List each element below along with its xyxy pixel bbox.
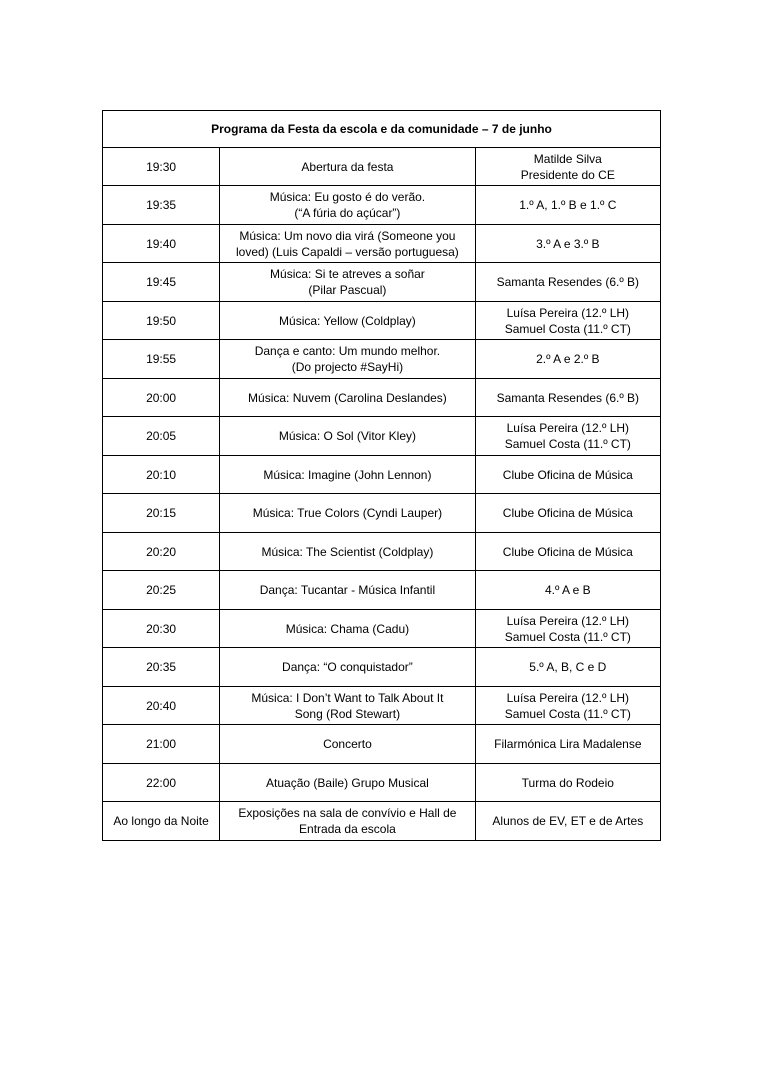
event-cell [220,533,475,571]
event-cell [220,571,475,610]
event-line: loved) (Luis Capaldi – versão portuguesa) [236,244,459,259]
schedule-row [103,379,661,417]
performer-line: 4.º A e B [544,583,591,597]
performer-line: 3.º A e 3.º B [536,236,600,251]
schedule-row [103,225,661,263]
performer-cell [475,186,660,225]
performer-line: Samuel Costa (11.º CT) [504,706,631,721]
performer-line: Luísa Pereira (12.º LH) [506,613,630,628]
time-cell: 20:05 [103,417,220,456]
event-line: Música: Eu gosto é do verão. [269,190,426,204]
performer-line: Luísa Pereira (12.º LH) [506,421,630,435]
event-cell [220,302,475,340]
performer-cell [475,648,660,687]
event-cell [220,764,475,802]
performer-cell [475,610,660,648]
performer-cell [475,263,660,302]
event-line: Música: Nuvem (Carolina Deslandes) [248,390,447,405]
event-line: (“A fúria do açúcar”) [294,206,401,220]
time-cell: Ao longo da Noite [103,802,220,841]
schedule-row [103,417,661,456]
event-line: Abertura da festa [301,159,394,174]
event-line: Song (Rod Stewart) [294,706,401,721]
performer-cell [475,571,660,610]
performer-line: Luísa Pereira (12.º LH) [506,305,630,320]
event-line: Música: Chama (Cadu) [285,621,410,636]
performer-line: Presidente do CE [520,167,615,182]
time-cell: 20:20 [103,533,220,571]
event-line: (Do projecto #SayHi) [291,360,404,374]
event-line: Música: True Colors (Cyndi Lauper) [252,506,443,520]
performer-line: Samuel Costa (11.º CT) [504,629,631,644]
event-cell [220,802,475,841]
performer-line: Samanta Resendes (6.º B) [496,390,640,405]
schedule-row [103,340,661,379]
time-cell: 20:35 [103,648,220,687]
time-cell: 19:50 [103,302,220,340]
event-line: Concerto [323,737,372,751]
time-cell: 19:40 [103,225,220,263]
event-cell [220,263,475,302]
event-line: Dança: Tucantar - Música Infantil [259,583,436,597]
performer-line: Samuel Costa (11.º CT) [504,437,631,451]
event-line: Música: Si te atreves a soñar [270,267,425,281]
event-line: (Pilar Pascual) [308,283,387,297]
performer-cell [475,802,660,841]
time-cell: 20:25 [103,571,220,610]
schedule-row [103,610,661,648]
event-line: Música: I Don’t Want to Talk About It [251,690,444,705]
performer-line: Samuel Costa (11.º CT) [504,321,631,336]
event-line: Exposições na sala de convívio e Hall de [238,806,457,820]
event-line: Entrada da escola [299,822,396,836]
performer-line: Luísa Pereira (12.º LH) [506,690,630,705]
schedule-row [103,764,661,802]
event-line: Música: Imagine (John Lennon) [263,467,432,482]
performer-cell [475,494,660,533]
performer-line: Turma do Rodeio [521,775,614,790]
performer-cell [475,417,660,456]
schedule-row [103,725,661,764]
schedule-row [103,263,661,302]
performer-cell [475,340,660,379]
schedule-row [103,186,661,225]
performer-line: Samanta Resendes (6.º B) [496,275,640,289]
time-cell: 20:30 [103,610,220,648]
event-line: Dança e canto: Um mundo melhor. [254,344,441,358]
schedule-row [103,571,661,610]
performer-line: Alunos de EV, ET e de Artes [492,814,644,828]
time-cell: 20:15 [103,494,220,533]
time-cell: 20:10 [103,456,220,494]
event-cell [220,456,475,494]
performer-cell [475,379,660,417]
event-cell [220,725,475,764]
time-cell: 21:00 [103,725,220,764]
schedule-row [103,302,661,340]
schedule-row [103,533,661,571]
time-cell: 19:35 [103,186,220,225]
schedule-row [103,687,661,725]
performer-line: 2.º A e 2.º B [536,352,600,366]
performer-cell [475,764,660,802]
time-cell: 19:45 [103,263,220,302]
performer-line: Clube Oficina de Música [502,544,633,559]
event-line: Dança: “O conquistador” [282,660,413,674]
event-cell [220,610,475,648]
performer-line: Filarmónica Lira Madalense [494,737,642,751]
performer-cell [475,225,660,263]
event-cell [220,186,475,225]
time-cell: 19:30 [103,148,220,186]
performer-line: Clube Oficina de Música [502,506,633,520]
event-line: Atuação (Baile) Grupo Musical [266,775,429,790]
schedule-body [103,111,661,841]
schedule-title: Programa da Festa da escola e da comunidade – 7 de junho [103,111,661,148]
time-cell: 20:00 [103,379,220,417]
event-cell [220,340,475,379]
performer-cell [475,725,660,764]
event-cell [220,494,475,533]
performer-line: Matilde Silva [533,151,602,166]
schedule-row [103,148,661,186]
event-cell [220,225,475,263]
time-cell: 22:00 [103,764,220,802]
performer-cell [475,148,660,186]
schedule-table [102,110,661,841]
performer-cell [475,533,660,571]
schedule-row [103,648,661,687]
event-cell [220,687,475,725]
schedule-row [103,456,661,494]
schedule-row [103,494,661,533]
performer-line: 1.º A, 1.º B e 1.º C [519,198,617,212]
performer-cell [475,302,660,340]
event-line: Música: The Scientist (Coldplay) [261,544,434,559]
title-row [103,111,661,148]
schedule-row [103,802,661,841]
performer-cell [475,456,660,494]
event-line: Música: O Sol (Vitor Kley) [278,429,416,443]
event-cell [220,379,475,417]
event-line: Música: Yellow (Coldplay) [279,313,416,328]
performer-line: Clube Oficina de Música [502,467,633,482]
event-line: Música: Um novo dia virá (Someone you [239,228,456,243]
event-cell [220,148,475,186]
performer-cell [475,687,660,725]
event-cell [220,417,475,456]
event-cell [220,648,475,687]
time-cell: 20:40 [103,687,220,725]
performer-line: 5.º A, B, C e D [529,660,607,674]
time-cell: 19:55 [103,340,220,379]
